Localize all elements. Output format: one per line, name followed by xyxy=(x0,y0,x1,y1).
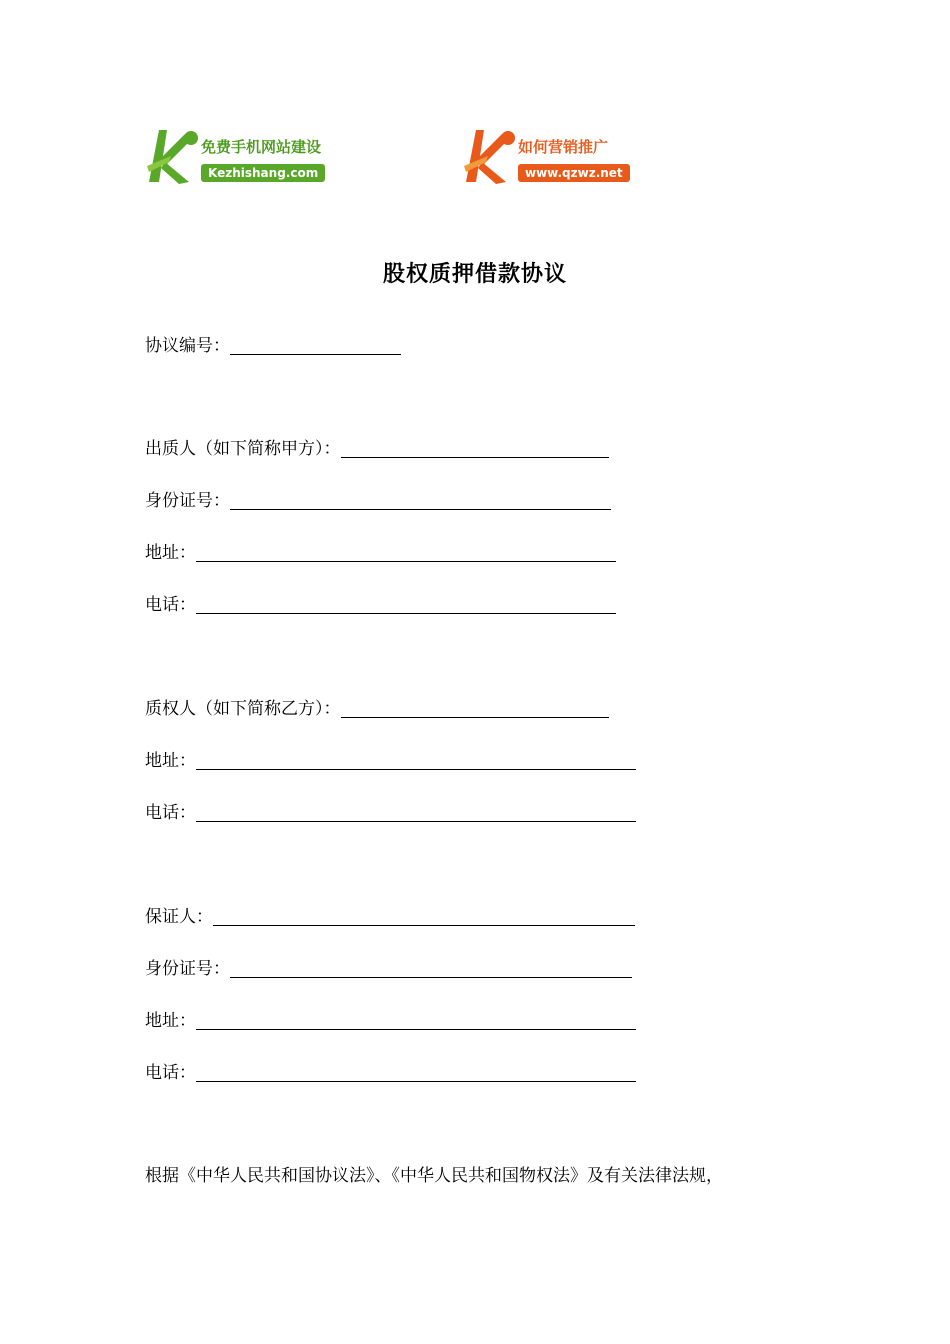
logo-tagline: 免费手机网站建设 xyxy=(201,138,322,156)
body-paragraph: 根据《中华人民共和国协议法》、《中华人民共和国物权法》及有关法律法规， xyxy=(145,1166,723,1186)
guarantor-address-row xyxy=(145,1009,636,1033)
guarantor-name-blank[interactable] xyxy=(213,909,635,926)
k-logo-icon xyxy=(462,126,518,188)
agreement-no-label: 协议编号： xyxy=(145,336,230,356)
pledgee-address-label: 地址： xyxy=(145,751,196,771)
kezhishang-logo xyxy=(145,126,335,188)
guarantor-name-row xyxy=(145,905,635,929)
pledgee-address-row xyxy=(145,749,636,773)
guarantor-phone-row xyxy=(145,1061,636,1085)
pledgee-phone-blank[interactable] xyxy=(196,805,636,822)
pledgor-name-row xyxy=(145,437,609,461)
agreement-no-row xyxy=(145,334,401,358)
pledgor-id-row xyxy=(145,489,611,513)
pledgor-phone-row xyxy=(145,593,616,617)
pledgor-id-blank[interactable] xyxy=(230,493,611,510)
pledgor-phone-blank[interactable] xyxy=(196,597,616,614)
logo-tagline: 如何营销推广 xyxy=(518,138,609,156)
guarantor-address-label: 地址： xyxy=(145,1011,196,1031)
pledgee-name-label: 质权人（如下简称乙方）： xyxy=(145,699,341,719)
pledgee-name-blank[interactable] xyxy=(341,701,609,718)
guarantor-id-blank[interactable] xyxy=(230,961,632,978)
guarantor-id-label: 身份证号： xyxy=(145,959,230,979)
pledgee-phone-label: 电话： xyxy=(145,803,196,823)
guarantor-phone-blank[interactable] xyxy=(196,1065,636,1082)
k-logo-icon xyxy=(145,126,201,188)
guarantor-phone-label: 电话： xyxy=(145,1063,196,1083)
pledgee-phone-row xyxy=(145,801,636,825)
pledgee-address-blank[interactable] xyxy=(196,753,636,770)
guarantor-name-label: 保证人： xyxy=(145,907,213,927)
guarantor-address-blank[interactable] xyxy=(196,1013,636,1030)
pledgor-name-blank[interactable] xyxy=(341,441,609,458)
pledgor-address-row xyxy=(145,541,616,565)
pledgor-id-label: 身份证号： xyxy=(145,491,230,511)
pledgor-phone-label: 电话： xyxy=(145,595,196,615)
agreement-no-blank[interactable] xyxy=(230,338,401,355)
pledgor-address-blank[interactable] xyxy=(196,545,616,562)
pledgor-address-label: 地址： xyxy=(145,543,196,563)
pledgee-name-row xyxy=(145,697,609,721)
document-title: 股权质押借款协议 xyxy=(382,261,567,287)
logo-url: Kezhishang.com xyxy=(201,164,325,182)
pledgor-name-label: 出质人（如下简称甲方）： xyxy=(145,439,341,459)
logo-url: www.qzwz.net xyxy=(518,164,630,182)
guarantor-id-row xyxy=(145,957,632,981)
qzwz-logo xyxy=(462,126,652,188)
